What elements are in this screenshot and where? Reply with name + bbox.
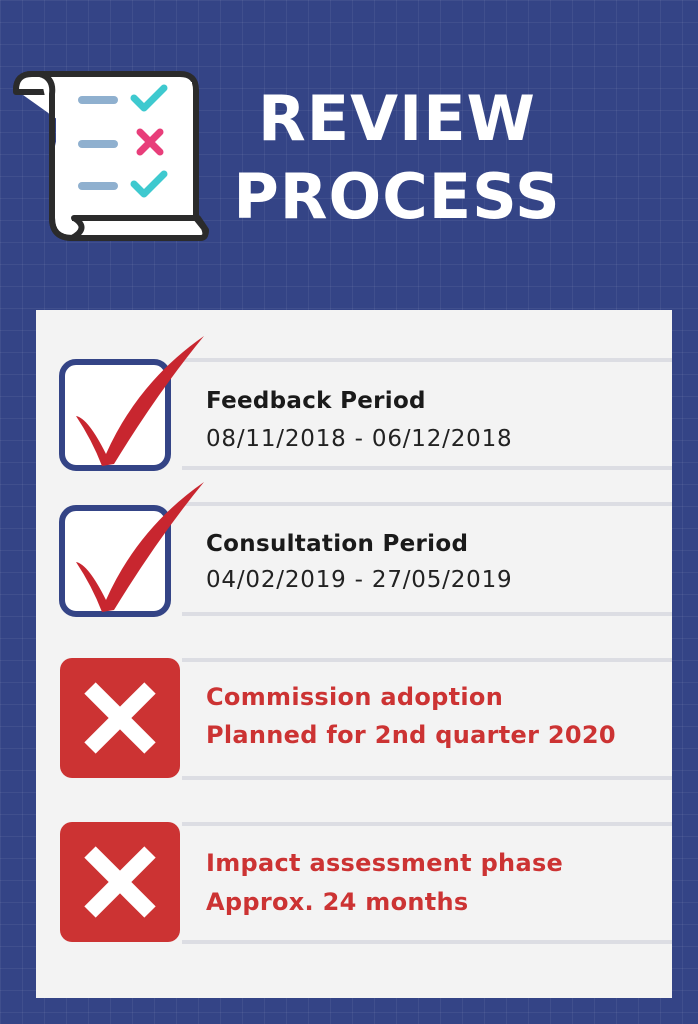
- checkbox-checked-icon: [58, 332, 208, 472]
- cross-tile-icon: [60, 658, 180, 778]
- step-detail: 04/02/2019 - 27/05/2019: [206, 567, 513, 593]
- step-detail: Approx. 24 months: [206, 888, 469, 916]
- step-detail: 08/11/2018 - 06/12/2018: [206, 426, 513, 452]
- divider: [182, 776, 672, 780]
- step-title: Impact assessment phase: [206, 849, 564, 877]
- steps-card: [36, 310, 672, 998]
- divider: [182, 502, 672, 506]
- step-title: Feedback Period: [206, 388, 426, 414]
- divider: [182, 466, 672, 470]
- checkbox-checked-icon: [58, 478, 208, 618]
- title-line-1: REVIEW: [258, 82, 536, 155]
- step-title: Commission adoption: [206, 683, 504, 711]
- step-title: Consultation Period: [206, 531, 469, 557]
- divider: [182, 658, 672, 662]
- divider: [182, 822, 672, 826]
- divider: [182, 940, 672, 944]
- checklist-scroll-icon: [10, 68, 210, 244]
- step-detail: Planned for 2nd quarter 2020: [206, 721, 616, 749]
- divider: [182, 612, 672, 616]
- divider: [182, 358, 672, 362]
- cross-tile-icon: [60, 822, 180, 942]
- page-title: [222, 80, 572, 236]
- title-line-2: PROCESS: [233, 160, 561, 233]
